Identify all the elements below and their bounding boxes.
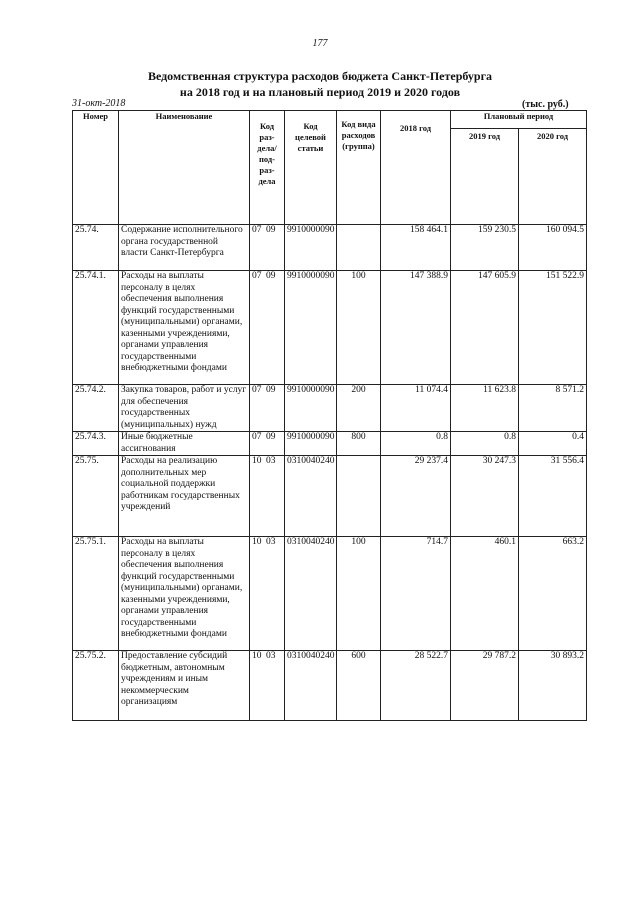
cell-number: 25.75. [73, 456, 119, 537]
cell-name: Закупка товаров, работ и услуг для обеспечения государственных (муниципальных) нужд [119, 385, 250, 432]
table-row [73, 385, 587, 432]
cell-name: Расходы на реализацию дополнительных мер социальной поддержки работникам государственных учреждений [119, 456, 250, 537]
cell-target: 9910000090 [285, 385, 337, 432]
table-row [73, 456, 587, 537]
cell-podrazdel: 09 [266, 225, 276, 235]
cell-razdel: 07 [252, 385, 262, 395]
cell-2020: 160 094.5 [519, 225, 587, 271]
cell-razdel: 10 [252, 651, 262, 661]
cell-number: 25.75.1. [73, 537, 119, 651]
cell-section [250, 432, 285, 456]
table-row [73, 271, 587, 385]
page-number: 177 [312, 38, 328, 49]
table-header [73, 111, 587, 225]
cell-2019: 0.8 [451, 432, 519, 456]
cell-target: 0310040240 [285, 651, 337, 721]
cell-2019: 29 787.2 [451, 651, 519, 721]
cell-2018: 147 388.9 [381, 271, 451, 385]
cell-number: 25.74.3. [73, 432, 119, 456]
cell-2019: 30 247.3 [451, 456, 519, 537]
cell-2020: 151 522.9 [519, 271, 587, 385]
title-line-1: Ведомственная структура расходов бюджета Санкт-Петербурга [147, 69, 493, 83]
cell-target: 0310040240 [285, 456, 337, 537]
units-label: (тыс. руб.) [522, 99, 569, 110]
header-2019: 2019 год [451, 129, 519, 225]
table-row [73, 225, 587, 271]
cell-razdel: 07 [252, 271, 262, 281]
table-row [73, 651, 587, 721]
table-row [73, 537, 587, 651]
cell-podrazdel: 09 [266, 271, 276, 281]
title-line-2: на 2018 год и на плановый период 2019 и 2020 годов [179, 85, 461, 99]
cell-podrazdel: 03 [266, 651, 276, 661]
cell-type: 800 [337, 432, 381, 456]
cell-type: 600 [337, 651, 381, 721]
cell-2020: 663.2 [519, 537, 587, 651]
cell-2018: 11 074.4 [381, 385, 451, 432]
cell-section [250, 271, 285, 385]
cell-number: 25.74.2. [73, 385, 119, 432]
cell-name: Содержание исполнительного органа государственной власти Санкт-Петербурга [119, 225, 250, 271]
cell-2019: 147 605.9 [451, 271, 519, 385]
cell-section [250, 385, 285, 432]
header-type: Код вида расходов (группа) [337, 111, 381, 225]
cell-2018: 714.7 [381, 537, 451, 651]
budget-table [72, 110, 587, 721]
cell-number: 25.74.1. [73, 271, 119, 385]
cell-target: 9910000090 [285, 432, 337, 456]
table-body [73, 225, 587, 721]
cell-type: 100 [337, 537, 381, 651]
cell-2018: 29 237.4 [381, 456, 451, 537]
cell-razdel: 10 [252, 537, 262, 547]
cell-name: Предоставление субсидий бюджетным, автономным учреждениям и иным некоммерческим организациям [119, 651, 250, 721]
cell-razdel: 07 [252, 225, 262, 235]
cell-target: 9910000090 [285, 225, 337, 271]
cell-podrazdel: 03 [266, 456, 276, 466]
header-number: Номер [73, 111, 119, 225]
cell-razdel: 10 [252, 456, 262, 466]
cell-section [250, 456, 285, 537]
cell-target: 9910000090 [285, 271, 337, 385]
cell-2018: 0.8 [381, 432, 451, 456]
header-planned-period: Плановый период [451, 111, 587, 129]
header-2020: 2020 год [519, 129, 587, 225]
cell-type: 200 [337, 385, 381, 432]
cell-2020: 8 571.2 [519, 385, 587, 432]
cell-type [337, 456, 381, 537]
cell-podrazdel: 09 [266, 385, 276, 395]
cell-2019: 460.1 [451, 537, 519, 651]
cell-number: 25.75.2. [73, 651, 119, 721]
cell-target: 0310040240 [285, 537, 337, 651]
cell-name: Иные бюджетные ассигнования [119, 432, 250, 456]
document-date: 31-окт-2018 [72, 98, 126, 109]
cell-section [250, 537, 285, 651]
table-row [73, 432, 587, 456]
cell-2020: 31 556.4 [519, 456, 587, 537]
cell-2019: 11 623.8 [451, 385, 519, 432]
cell-podrazdel: 03 [266, 537, 276, 547]
cell-razdel: 07 [252, 432, 262, 442]
cell-podrazdel: 09 [266, 432, 276, 442]
header-2018: 2018 год [381, 111, 451, 225]
cell-name: Расходы на выплаты персоналу в целях обеспечения выполнения функций государственными (муниципальными) органами, казенными учреждениями, органами управления государственными внебюджетными фондами [119, 271, 250, 385]
header-section: Код раз- дела/ под- раз- дела [250, 111, 285, 225]
cell-type: 100 [337, 271, 381, 385]
page-title [0, 68, 640, 100]
cell-2020: 0.4 [519, 432, 587, 456]
cell-number: 25.74. [73, 225, 119, 271]
cell-section [250, 225, 285, 271]
cell-2019: 159 230.5 [451, 225, 519, 271]
cell-2018: 158 464.1 [381, 225, 451, 271]
cell-type [337, 225, 381, 271]
cell-2018: 28 522.7 [381, 651, 451, 721]
cell-2020: 30 893.2 [519, 651, 587, 721]
header-target: Код целевой статьи [285, 111, 337, 225]
cell-name: Расходы на выплаты персоналу в целях обеспечения выполнения функций государственными (муниципальными) органами, казенными учреждениями, органами управления государственными внебюджетными фондами [119, 537, 250, 651]
header-name: Наименование [119, 111, 250, 225]
cell-section [250, 651, 285, 721]
